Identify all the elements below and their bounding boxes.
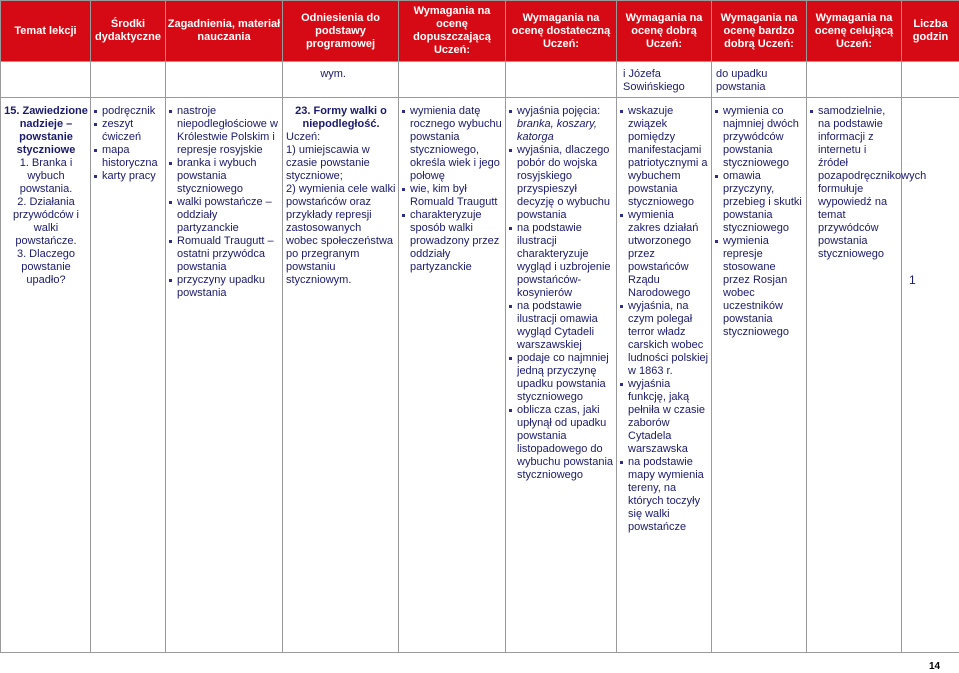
sub-cell xyxy=(166,62,283,98)
req-good-item: na podstawie mapy wymienia tereny, na których toczyły się walki powstańcze xyxy=(620,456,709,534)
issue-item: nastroje niepodległościowe w Królestwie Polskim i represje rosyjskie xyxy=(169,105,280,157)
sub-cell-core xyxy=(283,62,399,98)
req-very-good-item: wymienia co najmniej dwóch przywódców powstania styczniowego xyxy=(715,105,804,170)
page-number: 14 xyxy=(929,661,941,672)
sub-text-very-good: do upadku powstania xyxy=(716,68,768,93)
req-fair-item: podaje co najmniej jedną przyczynę upadku powstania styczniowego xyxy=(509,352,614,404)
header-core-curriculum: Odniesienia do podstawy programowej xyxy=(283,1,399,62)
header-row xyxy=(1,1,959,62)
sub-cell xyxy=(399,62,506,98)
req-fair-terms: branka, koszary, katorga xyxy=(517,118,597,143)
header-req-very-good: Wymagania na ocenę bardzo dobrą Uczeń: xyxy=(712,1,807,62)
header-req-excellent: Wymagania na ocenę celującą Uczeń: xyxy=(807,1,902,62)
core-item: 1) umiejscawia w czasie powstanie styczniowe; xyxy=(286,144,370,182)
sub-cell xyxy=(506,62,617,98)
req-pass-item: charakteryzuje sposób walki prowadzony przez oddziały partyzanckie xyxy=(402,209,503,274)
header-issues: Zagadnienia, materiał nauczania xyxy=(166,1,283,62)
req-excellent-cell xyxy=(807,98,927,653)
hours-cell xyxy=(902,98,959,653)
req-pass-item: wie, kim był Romuald Traugutt xyxy=(402,183,503,209)
topic-point: 2. Działania przywódców i walki powstańcze. xyxy=(12,196,80,247)
header-hours: Liczba godzin xyxy=(902,1,959,62)
topic-cell xyxy=(1,98,91,653)
req-excellent-item: samodzielnie, na podstawie informacji z internetu i źródeł pozapodręcznikowych formułuje wypowiedź na temat przywódców powstania styczniowego xyxy=(810,105,899,261)
core-student: Uczeń: xyxy=(286,131,321,143)
header-means: Środki dydaktyczne xyxy=(91,1,166,62)
req-good-item: wyjaśnia funkcję, jaką pełniła w czasie zaborów Cytadela warszawska xyxy=(620,378,709,456)
header-req-pass: Wymagania na ocenę dopuszczającą Uczeń: xyxy=(399,1,506,62)
sub-cell-very-good xyxy=(712,62,807,98)
req-very-good-item: wymienia represje stosowane przez Rosjan wobec uczestników powstania styczniowego xyxy=(715,235,804,339)
sub-cell xyxy=(1,62,91,98)
lesson-row xyxy=(1,98,959,653)
req-pass-cell xyxy=(399,98,506,653)
header-req-fair: Wymagania na ocenę dostateczną Uczeń: xyxy=(506,1,617,62)
req-fair-item xyxy=(509,105,614,144)
issues-cell xyxy=(166,98,283,653)
req-good-item: wskazuje związek pomiędzy manifestacjami patriotycznymi a wybuchem powstania styczniowego xyxy=(620,105,709,209)
means-item: mapa historyczna xyxy=(94,144,163,170)
means-item: podręcznik xyxy=(94,105,163,118)
sub-text-core: wym. xyxy=(320,68,346,80)
sub-text-good: i Józefa Sowińskiego xyxy=(623,68,685,93)
req-fair-prefix: wyjaśnia pojęcia: xyxy=(517,105,601,117)
header-topic: Temat lekcji xyxy=(1,1,91,62)
hours-value: 1 xyxy=(909,273,916,287)
req-pass-item: wymienia datę rocznego wybuchu powstania styczniowego, określa wiek i jego połowę xyxy=(402,105,503,183)
topic-title: 15. Zawiedzione nadzieje – powstanie styczniowe xyxy=(4,105,88,156)
req-very-good-item: omawia przyczyny, przebieg i skutki powstania styczniowego xyxy=(715,170,804,235)
req-good-cell xyxy=(617,98,712,653)
means-item: zeszyt ćwiczeń xyxy=(94,118,163,144)
req-fair-cell xyxy=(506,98,617,653)
req-fair-item: wyjaśnia, dlaczego pobór do wojska rosyjskiego przyspieszył decyzję o wybuchu powstania xyxy=(509,144,614,222)
core-title: 23. Formy walki o niepodległość. xyxy=(295,105,387,130)
req-fair-item: oblicza czas, jaki upłynął od upadku powstania listopadowego do wybuchu powstania styczniowego xyxy=(509,404,614,482)
issue-item: walki powstańcze – oddziały partyzanckie xyxy=(169,196,280,235)
req-fair-item: na podstawie ilustracji omawia wygląd Cytadeli warszawskiej xyxy=(509,300,614,352)
header-req-good: Wymagania na ocenę dobrą Uczeń: xyxy=(617,1,712,62)
core-item: 2) wymienia cele walki powstańców oraz przykłady represji zastosowanych wobec społeczeństwa po przegranym powstaniu styczniowym. xyxy=(286,183,396,286)
means-cell xyxy=(91,98,166,653)
sub-cell xyxy=(902,62,959,98)
topic-point: 3. Dlaczego powstanie upadło? xyxy=(16,248,76,286)
req-good-item: wymienia zakres działań utworzonego przez powstańców Rządu Narodowego xyxy=(620,209,709,300)
sub-cell xyxy=(807,62,902,98)
core-curriculum-cell xyxy=(283,98,399,653)
continuation-row xyxy=(1,62,959,98)
sub-cell-good xyxy=(617,62,712,98)
means-item: karty pracy xyxy=(94,170,163,183)
req-very-good-cell xyxy=(712,98,807,653)
issue-item: Romuald Traugutt – ostatni przywódca powstania xyxy=(169,235,280,274)
topic-point: 1. Branka i wybuch powstania. xyxy=(19,157,73,195)
issue-item: przyczyny upadku powstania xyxy=(169,274,280,300)
req-good-item: wyjaśnia, na czym polegał terror władz carskich wobec ludności polskiej w 1863 r. xyxy=(620,300,709,378)
sub-cell xyxy=(91,62,166,98)
issue-item: branka i wybuch powstania styczniowego xyxy=(169,157,280,196)
req-fair-item: na podstawie ilustracji charakteryzuje wygląd i uzbrojenie powstańców-kosynierów xyxy=(509,222,614,300)
